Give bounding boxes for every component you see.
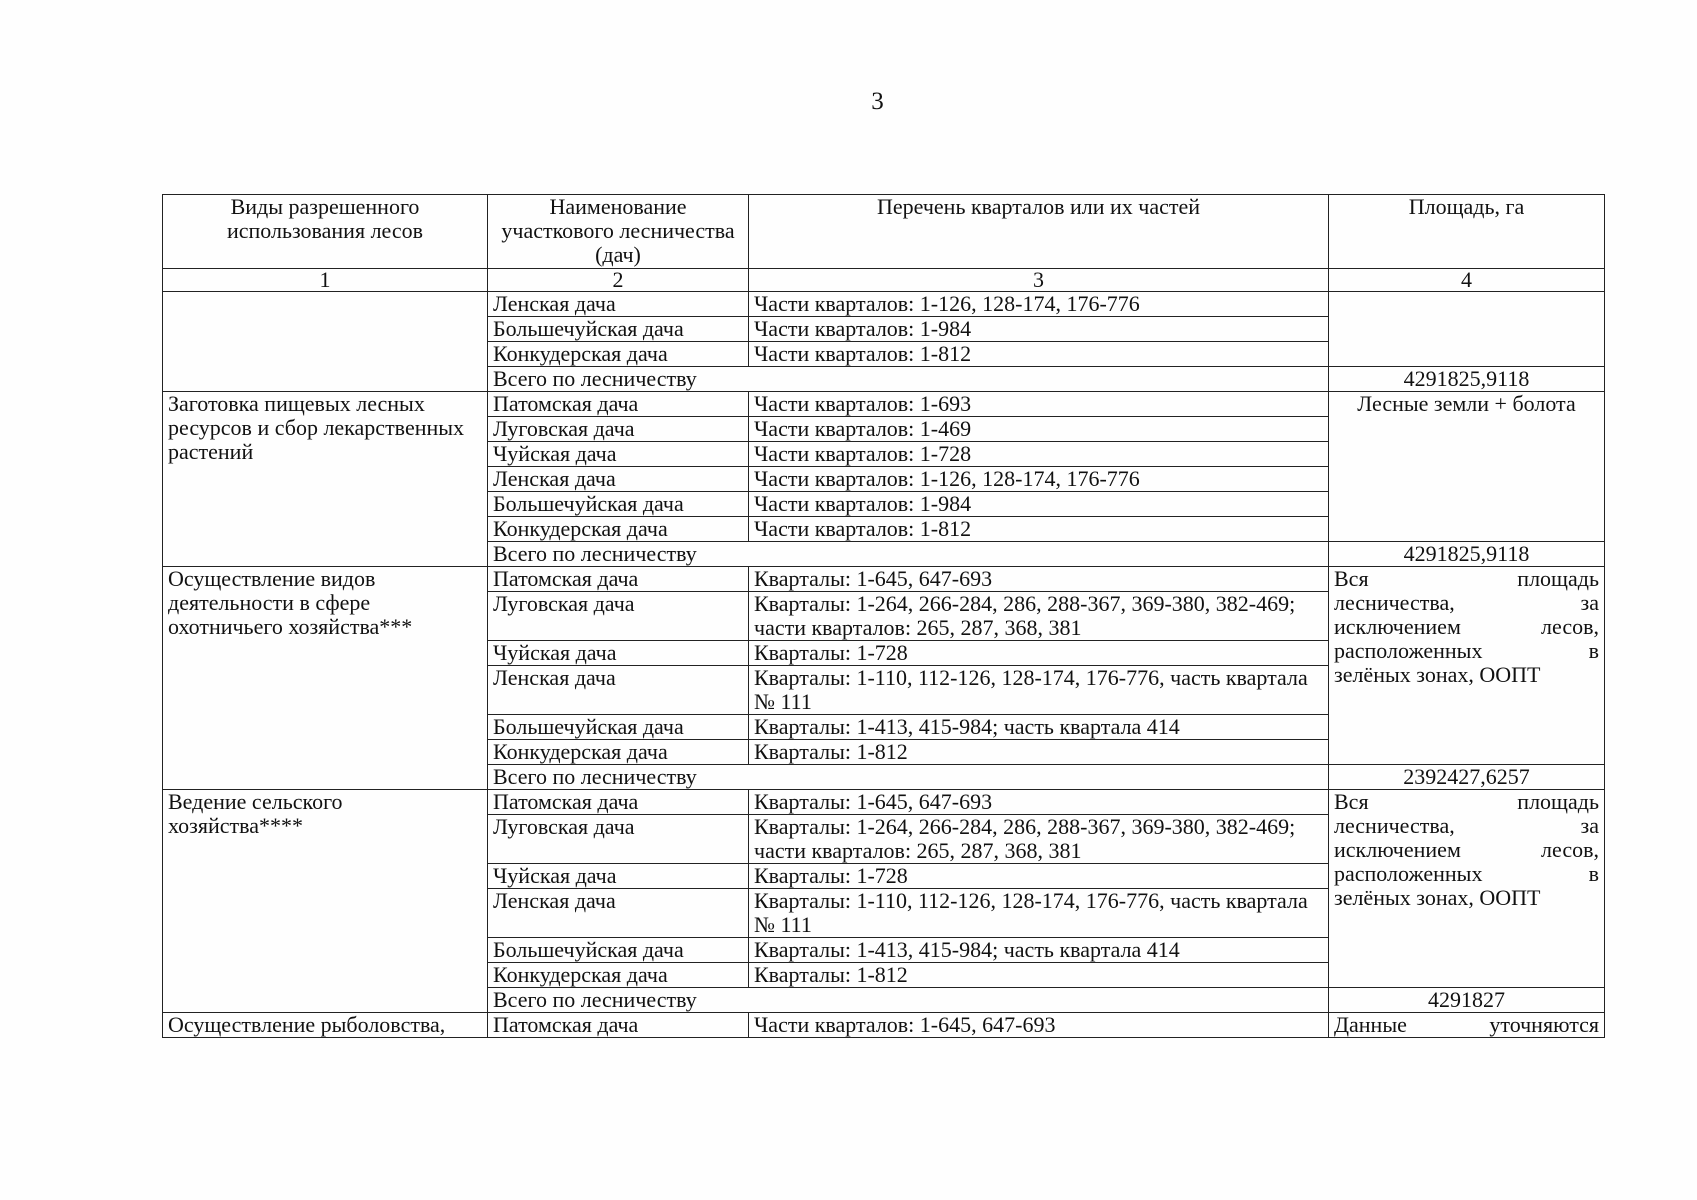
table-row (163, 1013, 1605, 1038)
total-area: 4291825,9118 (1329, 367, 1605, 392)
dacha-cell: Большечуйская дача (488, 938, 749, 963)
page-number: 3 (871, 88, 884, 115)
total-label: Всего по лесничеству (488, 542, 1329, 567)
dacha-cell: Патомская дача (488, 790, 749, 815)
quarters-cell: Части кварталов: 1-728 (749, 442, 1329, 467)
area-note-line: зелёных зонах, ООПТ (1334, 662, 1541, 687)
area-note-line: исключением лесов, (1334, 837, 1599, 862)
area-cell-empty (1329, 292, 1605, 367)
area-note-line: лесничества, за (1334, 813, 1599, 838)
area-note-line: Вся площадь (1334, 789, 1599, 814)
total-area: 4291827 (1329, 988, 1605, 1013)
table-header-row (163, 195, 1605, 269)
column-number: 4 (1329, 269, 1605, 292)
area-note-line: Вся площадь (1334, 566, 1599, 591)
dacha-cell: Патомская дача (488, 392, 749, 417)
area-note-line: Данные уточняются (1334, 1012, 1599, 1037)
dacha-cell: Большечуйская дача (488, 492, 749, 517)
dacha-cell: Большечуйская дача (488, 317, 749, 342)
total-label: Всего по лесничеству (488, 367, 1329, 392)
area-note-line: зелёных зонах, ООПТ (1334, 885, 1541, 910)
column-number: 2 (488, 269, 749, 292)
header-quarters-list: Перечень кварталов или их частей (749, 195, 1329, 269)
dacha-cell: Конкудерская дача (488, 740, 749, 765)
dacha-cell: Луговская дача (488, 417, 749, 442)
quarters-cell: Кварталы: 1-728 (749, 864, 1329, 889)
dacha-cell: Конкудерская дача (488, 342, 749, 367)
quarters-cell: Кварталы: 1-728 (749, 641, 1329, 666)
column-number: 1 (163, 269, 488, 292)
column-number-row (163, 269, 1605, 292)
area-note-cell (1329, 1013, 1605, 1038)
quarters-cell: Части кварталов: 1-693 (749, 392, 1329, 417)
area-note-line: исключением лесов, (1334, 614, 1599, 639)
dacha-cell: Чуйская дача (488, 442, 749, 467)
dacha-cell: Патомская дача (488, 1013, 749, 1038)
quarters-cell: Кварталы: 1-812 (749, 740, 1329, 765)
dacha-cell: Конкудерская дача (488, 517, 749, 542)
quarters-cell: Части кварталов: 1-984 (749, 317, 1329, 342)
quarters-cell: Кварталы: 1-110, 112-126, 128-174, 176-776, часть квартала № 111 (749, 666, 1329, 715)
dacha-cell: Луговская дача (488, 592, 749, 641)
quarters-cell: Части кварталов: 1-126, 128-174, 176-776 (749, 292, 1329, 317)
quarters-cell: Части кварталов: 1-126, 128-174, 176-776 (749, 467, 1329, 492)
quarters-cell: Кварталы: 1-413, 415-984; часть квартала 414 (749, 938, 1329, 963)
area-note-line: расположенных в (1334, 861, 1599, 886)
forest-use-table (162, 194, 1605, 1038)
header-forest-use-type: Виды разрешенного использования лесов (163, 195, 488, 269)
use-type-cell: Заготовка пищевых лесных ресурсов и сбор лекарственных растений (163, 392, 488, 567)
header-area: Площадь, га (1329, 195, 1605, 269)
quarters-cell: Кварталы: 1-264, 266-284, 286, 288-367, 369-380, 382-469; части кварталов: 265, 287, 368, 381 (749, 592, 1329, 641)
quarters-cell: Части кварталов: 1-645, 647-693 (749, 1013, 1329, 1038)
table-row (163, 392, 1605, 417)
area-note-cell (1329, 790, 1605, 988)
total-label: Всего по лесничеству (488, 988, 1329, 1013)
area-note-cell: Лесные земли + болота (1329, 392, 1605, 542)
dacha-cell: Ленская дача (488, 889, 749, 938)
quarters-cell: Части кварталов: 1-812 (749, 342, 1329, 367)
dacha-cell: Конкудерская дача (488, 963, 749, 988)
dacha-cell: Чуйская дача (488, 641, 749, 666)
use-type-cell: Осуществление рыболовства, (163, 1013, 488, 1038)
area-note-line: расположенных в (1334, 638, 1599, 663)
use-type-cell: Ведение сельского хозяйства**** (163, 790, 488, 1013)
quarters-cell: Кварталы: 1-645, 647-693 (749, 790, 1329, 815)
dacha-cell: Ленская дача (488, 292, 749, 317)
total-area: 4291825,9118 (1329, 542, 1605, 567)
quarters-cell: Кварталы: 1-264, 266-284, 286, 288-367, 369-380, 382-469; части кварталов: 265, 287, 368, 381 (749, 815, 1329, 864)
table-row (163, 292, 1605, 317)
dacha-cell: Луговская дача (488, 815, 749, 864)
use-type-cell: Осуществление видов деятельности в сфере охотничьего хозяйства*** (163, 567, 488, 790)
quarters-cell: Кварталы: 1-645, 647-693 (749, 567, 1329, 592)
quarters-cell: Кварталы: 1-812 (749, 963, 1329, 988)
table-row (163, 567, 1605, 592)
total-label: Всего по лесничеству (488, 765, 1329, 790)
total-area: 2392427,6257 (1329, 765, 1605, 790)
quarters-cell: Части кварталов: 1-984 (749, 492, 1329, 517)
dacha-cell: Патомская дача (488, 567, 749, 592)
table-row (163, 790, 1605, 815)
dacha-cell: Ленская дача (488, 666, 749, 715)
quarters-cell: Части кварталов: 1-812 (749, 517, 1329, 542)
area-note-line: лесничества, за (1334, 590, 1599, 615)
quarters-cell: Кварталы: 1-110, 112-126, 128-174, 176-776, часть квартала № 111 (749, 889, 1329, 938)
header-forestry-district: Наименование участкового лесничества (дач) (488, 195, 749, 269)
quarters-cell: Части кварталов: 1-469 (749, 417, 1329, 442)
dacha-cell: Большечуйская дача (488, 715, 749, 740)
area-note-cell (1329, 567, 1605, 765)
dacha-cell: Чуйская дача (488, 864, 749, 889)
use-type-cell-empty (163, 292, 488, 392)
column-number: 3 (749, 269, 1329, 292)
quarters-cell: Кварталы: 1-413, 415-984; часть квартала 414 (749, 715, 1329, 740)
dacha-cell: Ленская дача (488, 467, 749, 492)
